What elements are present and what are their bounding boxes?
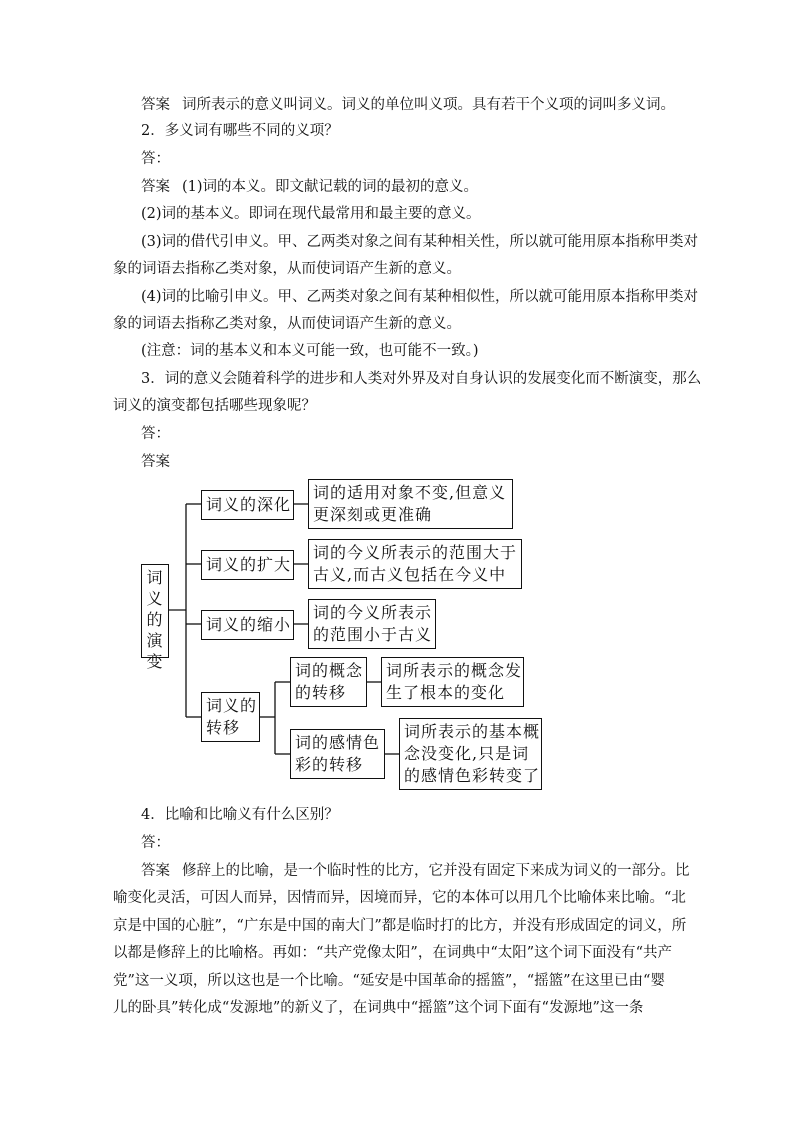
emotion-transfer-desc-box: 词所表示的基本概 念没变化,只是词 的感情色彩转变了 <box>399 718 542 790</box>
q4-line2: 喻变化灵活，可因人而异，因情而异，因境而异，它的本体可以用几个比喻体来比喻。“北 <box>113 890 686 906</box>
q2-answer-item1 <box>141 177 478 197</box>
q1-answer <box>141 95 675 115</box>
shrink-label-box: 词义的缩小 <box>201 610 294 640</box>
expand-desc-box: 词的今义所表示的范围大于 古义,而古义包括在今义中 <box>308 539 522 589</box>
q4-line4: 以都是修辞上的比喻格。再如：“共产党像太阳”，在词典中“太阳”这个词下面没有“共产 <box>113 945 673 961</box>
q3-da: 答： <box>141 426 170 442</box>
deepen-label-box: 词义的深化 <box>201 490 294 520</box>
q2-item4-line1: (4)词的比喻引申义。甲、乙两类对象之间有某种相似性，所以就可能用原本指称甲类对 <box>141 289 699 305</box>
q4-answer-line1 <box>141 861 690 881</box>
answer-text: (1)词的本义。即文献记载的词的最初的意义。 <box>182 179 479 195</box>
expand-label-box: 词义的扩大 <box>201 550 294 580</box>
q2-item3-line1: (3)词的借代引申义。甲、乙两类对象之间有某种相关性，所以就可能用原本指称甲类对 <box>141 234 699 250</box>
q2-item3-line2: 象的词语去指称乙类对象，从而使词语产生新的意义。 <box>113 261 461 277</box>
deepen-desc-box: 词的适用对象不变,但意义 更深刻或更准确 <box>308 479 513 529</box>
q3-question-line1: 3．词的意义会随着科学的进步和人类对外界及对自身认识的发展变化而不断演变，那么 <box>141 371 702 387</box>
answer-label: 答案 <box>141 863 170 879</box>
shrink-desc-box: 词的今义所表示 的范围小于古义 <box>308 599 436 649</box>
q2-question: 2．多义词有哪些不同的义项？ <box>141 123 339 139</box>
q3-question-line2: 词义的演变都包括哪些现象呢？ <box>113 398 316 414</box>
q4-line3: 京是中国的心脏”，“广东是中国的南大门”都是临时打的比方，并没有形成固定的词义，所 <box>113 918 687 934</box>
answer-label: 答案 <box>141 179 170 195</box>
q3-answer-label: 答案 <box>141 454 170 470</box>
concept-transfer-box: 词的概念 的转移 <box>290 657 367 707</box>
q2-item4-line2: 象的词语去指称乙类对象，从而使词语产生新的意义。 <box>113 316 461 332</box>
q2-note: (注意：词的基本义和本义可能一致，也可能不一致。) <box>141 343 479 359</box>
q4-question: 4．比喻和比喻义有什么区别？ <box>141 807 339 823</box>
concept-transfer-desc-box: 词所表示的概念发 生了根本的变化 <box>381 657 524 707</box>
diagram-root-box: 词 义 的 演 变 <box>141 564 169 658</box>
answer-text: 修辞上的比喻，是一个临时性的比方，它并没有固定下来成为词义的一部分。比 <box>182 863 690 879</box>
q2-da: 答： <box>141 151 170 167</box>
emotion-transfer-box: 词的感情色 彩的转移 <box>290 729 385 779</box>
answer-label: 答案 <box>141 97 170 113</box>
q4-da: 答： <box>141 835 170 851</box>
answer-text: 词所表示的意义叫词义。词义的单位叫义项。具有若干个义项的词叫多义词。 <box>182 97 675 113</box>
q2-item2: (2)词的基本义。即词在现代最常用和最主要的意义。 <box>141 206 481 222</box>
q4-line6: 儿的卧具”转化成“发源地”的新义了，在词典中“摇篮”这个词下面有“发源地”这一条 <box>113 1000 644 1016</box>
q4-line5: 党”这一义项，所以这也是一个比喻。“延安是中国革命的摇篮”，“摇篮”在这里已由“婴 <box>113 973 665 989</box>
transfer-label-box: 词义的 转移 <box>201 692 260 742</box>
